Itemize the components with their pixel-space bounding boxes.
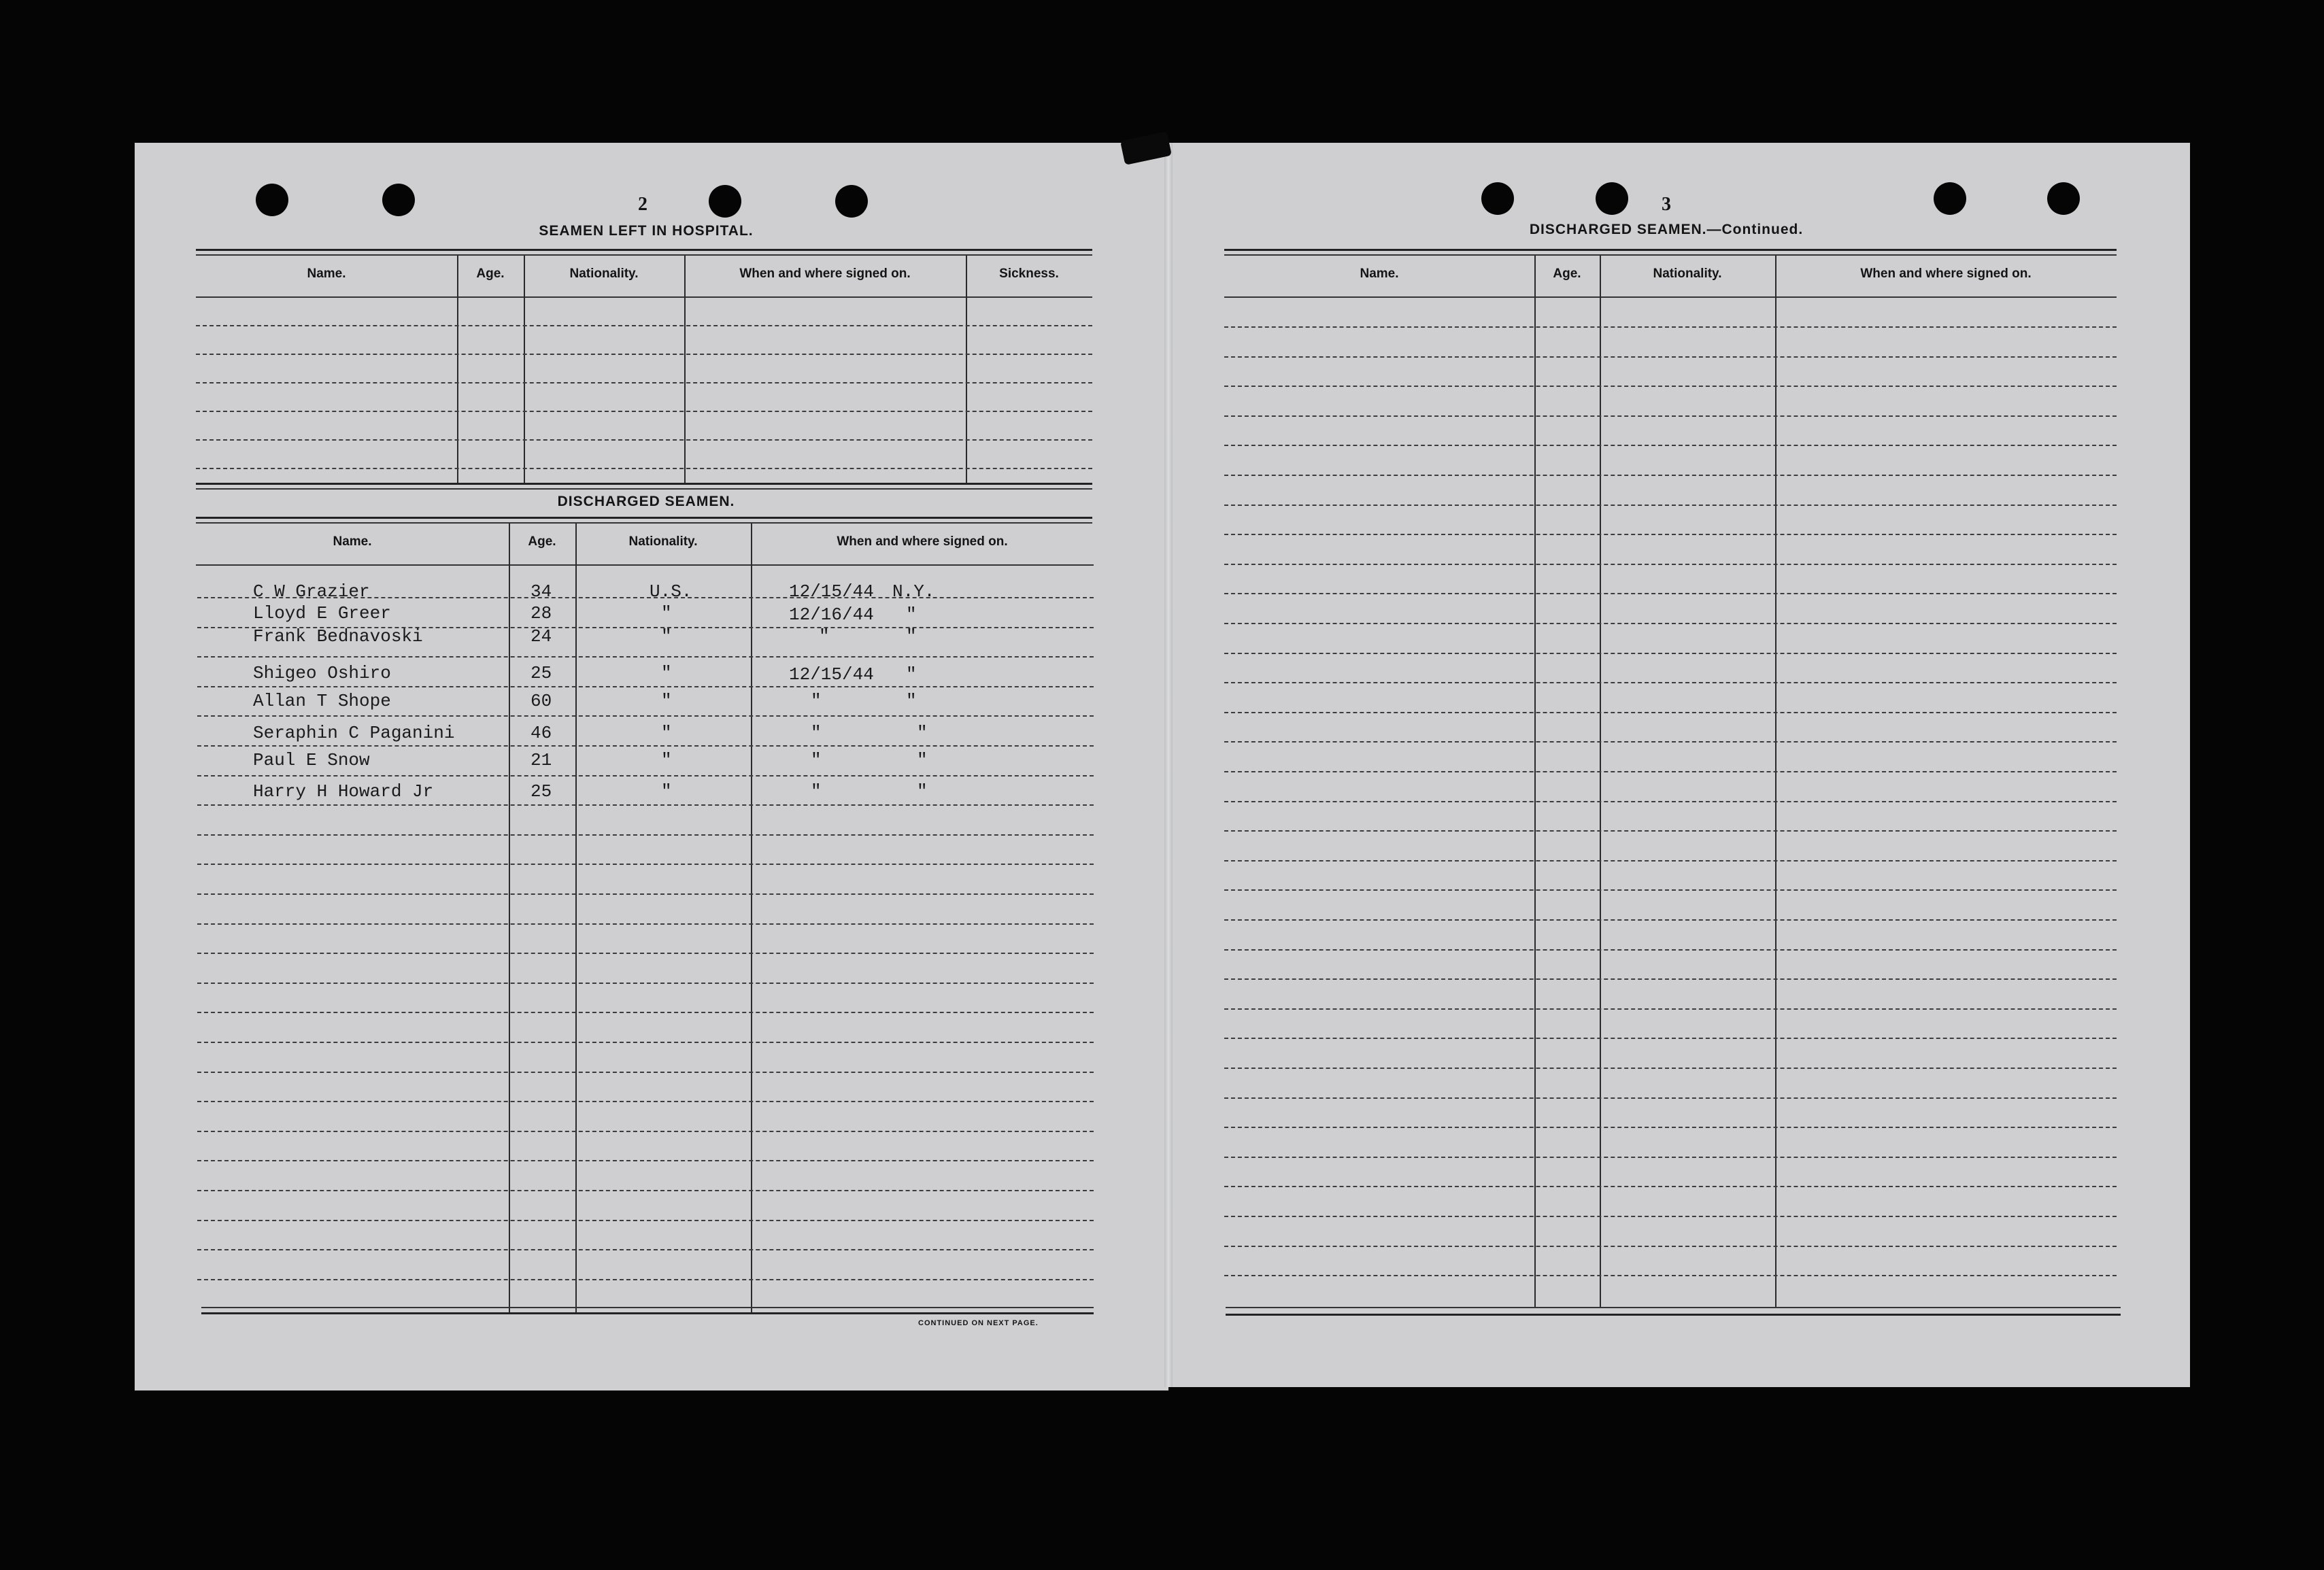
column-divider: [1775, 256, 1776, 1307]
row-line: [197, 1160, 1094, 1161]
column-header-sickness: Sickness.: [999, 267, 1059, 281]
column-header-nationality: Nationality.: [1653, 267, 1722, 281]
row-line: [197, 1190, 1094, 1191]
row-line: [197, 1042, 1094, 1043]
signed-on-date: ": [819, 626, 830, 647]
row-line: [1224, 1068, 2117, 1069]
row-line: [1224, 1216, 2117, 1217]
table-bottom-rule: [201, 1307, 1094, 1308]
seaman-name: Frank Bednavoski: [253, 626, 423, 647]
header-rule: [1224, 296, 2117, 298]
row-line: [1224, 949, 2117, 951]
seaman-name: Shigeo Oshiro: [253, 663, 391, 683]
column-header-name: Name.: [307, 267, 346, 281]
seaman-nationality: U.S.: [650, 581, 692, 602]
row-line: [1224, 830, 2117, 832]
table-top-rule: [1224, 249, 2117, 251]
table-bottom-rule: [1226, 1307, 2121, 1308]
signed-on-date: 12/15/44: [789, 664, 874, 685]
seaman-name: Harry H Howard Jr: [253, 781, 434, 802]
row-line: [1224, 741, 2117, 743]
signed-on-date: ": [811, 750, 822, 770]
row-line: [1224, 1008, 2117, 1010]
column-header-age: Age.: [1553, 267, 1581, 281]
table-top-rule: [1224, 254, 2117, 256]
row-line: [197, 834, 1094, 836]
seaman-age: 46: [531, 723, 552, 743]
row-line: [1224, 1186, 2117, 1187]
seaman-nationality: ": [661, 663, 672, 683]
page-number: 2: [638, 194, 647, 215]
row-line: [1224, 860, 2117, 861]
row-line: [1224, 505, 2117, 506]
row-line: [1224, 1038, 2117, 1039]
row-line: [197, 1220, 1094, 1221]
row-line: [196, 468, 1092, 469]
seaman-name: Allan T Shope: [253, 691, 391, 711]
punch-hole: [835, 185, 868, 218]
column-divider: [1600, 256, 1601, 1307]
row-line: [1224, 771, 2117, 772]
column-header-nationality: Nationality.: [628, 534, 698, 549]
row-line: [1224, 1275, 2117, 1276]
signed-on-place: ": [917, 781, 928, 802]
column-header-signed-on: When and where signed on.: [1860, 267, 2032, 281]
row-line: [197, 1279, 1094, 1280]
row-line: [197, 1101, 1094, 1102]
row-line: [1224, 356, 2117, 358]
row-line: [1224, 534, 2117, 535]
page-number: 3: [1662, 194, 1671, 215]
row-line: [1224, 712, 2117, 713]
page-fold: [1164, 143, 1173, 1387]
row-line: [1224, 415, 2117, 417]
row-line: [196, 325, 1092, 326]
punch-hole: [709, 185, 741, 218]
seaman-name: Paul E Snow: [253, 750, 370, 770]
row-line: [197, 656, 1094, 658]
row-line: [196, 439, 1092, 441]
seaman-nationality: ": [661, 723, 672, 743]
discharged-continued-title: DISCHARGED SEAMEN.—Continued.: [1529, 222, 1804, 237]
continued-note: CONTINUED ON NEXT PAGE.: [918, 1319, 1039, 1327]
seaman-age: 34: [531, 581, 552, 602]
row-line: [1224, 978, 2117, 980]
punch-hole: [1481, 182, 1514, 215]
row-line: [1224, 386, 2117, 387]
seaman-age: 60: [531, 691, 552, 711]
row-line: [197, 893, 1094, 895]
column-divider: [524, 256, 525, 483]
row-line: [196, 411, 1092, 412]
header-rule: [196, 564, 1094, 566]
signed-on-place: ": [906, 626, 917, 647]
row-line: [197, 745, 1094, 747]
column-header-signed-on: When and where signed on.: [739, 267, 911, 281]
row-line: [1224, 1246, 2117, 1247]
seaman-nationality: ": [661, 626, 672, 647]
row-line: [1224, 326, 2117, 328]
seaman-age: 28: [531, 603, 552, 624]
row-line: [197, 686, 1094, 687]
seaman-nationality: ": [661, 750, 672, 770]
table-top-rule: [196, 522, 1092, 524]
row-line: [197, 804, 1094, 806]
row-line: [1224, 889, 2117, 891]
discharged-section-title: DISCHARGED SEAMEN.: [557, 494, 735, 509]
column-header-name: Name.: [333, 534, 372, 549]
signed-on-date: ": [811, 781, 822, 802]
row-line: [1224, 653, 2117, 654]
table-top-rule: [196, 249, 1092, 251]
row-line: [1224, 919, 2117, 921]
signed-on-place: ": [906, 664, 917, 685]
seaman-age: 24: [531, 626, 552, 647]
punch-hole: [1596, 182, 1628, 215]
seaman-name: Seraphin C Paganini: [253, 723, 455, 743]
row-line: [1224, 475, 2117, 476]
hospital-section-title: SEAMEN LEFT IN HOSPITAL.: [539, 223, 754, 239]
punch-hole: [382, 184, 415, 216]
row-line: [197, 1072, 1094, 1073]
row-line: [196, 382, 1092, 383]
row-line: [1224, 1097, 2117, 1099]
column-header-nationality: Nationality.: [569, 267, 639, 281]
column-divider: [966, 256, 967, 483]
row-line: [1224, 593, 2117, 594]
table-top-rule: [196, 254, 1092, 256]
row-line: [1224, 1127, 2117, 1128]
row-line: [197, 983, 1094, 984]
column-divider: [457, 256, 458, 483]
row-line: [197, 715, 1094, 717]
column-header-age: Age.: [476, 267, 505, 281]
signed-on-date: 12/16/44: [789, 604, 874, 625]
row-line: [197, 923, 1094, 925]
signed-on-place: ": [906, 691, 917, 711]
seaman-age: 21: [531, 750, 552, 770]
table-bottom-rule: [196, 488, 1092, 490]
row-line: [197, 1249, 1094, 1250]
punch-hole: [2047, 182, 2080, 215]
table-bottom-rule: [196, 483, 1092, 485]
row-line: [196, 354, 1092, 355]
row-line: [1224, 682, 2117, 683]
seaman-name: C W Grazier: [253, 581, 370, 602]
column-header-age: Age.: [528, 534, 556, 549]
signed-on-place: ": [917, 723, 928, 743]
table-top-rule: [196, 517, 1092, 519]
punch-hole: [1934, 182, 1966, 215]
punch-hole: [256, 184, 288, 216]
row-line: [1224, 1157, 2117, 1158]
signed-on-place: N.Y.: [892, 581, 935, 602]
column-divider: [1534, 256, 1536, 1307]
row-line: [197, 775, 1094, 777]
column-divider: [575, 524, 577, 1312]
seaman-age: 25: [531, 781, 552, 802]
table-bottom-rule: [1226, 1314, 2121, 1316]
seaman-nationality: ": [661, 603, 672, 624]
column-header-name: Name.: [1360, 267, 1399, 281]
column-divider: [509, 524, 510, 1312]
column-header-signed-on: When and where signed on.: [837, 534, 1008, 549]
seaman-nationality: ": [661, 781, 672, 802]
row-line: [197, 953, 1094, 954]
header-rule: [196, 296, 1092, 298]
table-bottom-rule: [201, 1312, 1094, 1314]
signed-on-date: ": [811, 723, 822, 743]
row-line: [1224, 801, 2117, 802]
column-divider: [751, 524, 752, 1312]
row-line: [1224, 564, 2117, 565]
signed-on-place: ": [917, 750, 928, 770]
seaman-nationality: ": [661, 691, 672, 711]
column-divider: [684, 256, 686, 483]
row-line: [1224, 623, 2117, 624]
right-page: [1168, 143, 2190, 1387]
seaman-name: Lloyd E Greer: [253, 603, 391, 624]
row-line: [197, 864, 1094, 865]
row-line: [1224, 445, 2117, 446]
signed-on-date: 12/15/44: [789, 581, 874, 602]
signed-on-place: ": [906, 604, 917, 625]
seaman-age: 25: [531, 663, 552, 683]
row-line: [197, 1012, 1094, 1013]
row-line: [197, 1131, 1094, 1132]
signed-on-date: ": [811, 691, 822, 711]
